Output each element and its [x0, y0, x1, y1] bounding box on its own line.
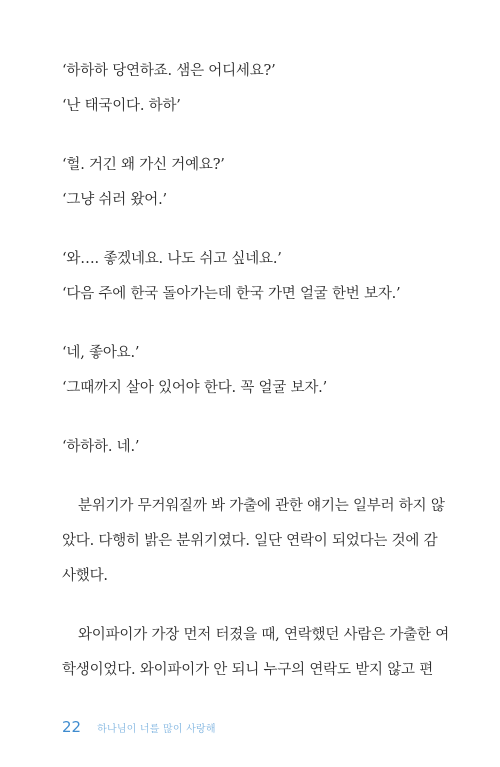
page-footer	[62, 718, 216, 736]
dialogue-line: ‘그때까지 살아 있어야 한다. 꼭 얼굴 보자.’	[62, 380, 328, 396]
running-title: 하나님이 너를 많이 사랑해	[97, 724, 216, 735]
dialogue-line: ‘난 태국이다. 하하’	[62, 98, 181, 114]
paragraph-line: 학생이었다. 와이파이가 안 되니 누구의 연락도 받지 않고 편	[62, 662, 434, 678]
dialogue-line: ‘하하하. 네.’	[62, 439, 140, 455]
dialogue-line: ‘그냥 쉬러 왔어.’	[62, 192, 167, 208]
paragraph-line: 분위기가 무거워질까 봐 가출에 관한 얘기는 일부러 하지 않	[78, 498, 445, 514]
page-number: 22	[62, 718, 82, 736]
paragraph-line: 와이파이가 가장 먼저 터졌을 때, 연락했던 사람은 가출한 여	[78, 627, 450, 643]
dialogue-line: ‘헐. 거긴 왜 가신 거예요?’	[62, 157, 225, 173]
dialogue-line: ‘네, 좋아요.’	[62, 345, 140, 361]
dialogue-line: ‘다음 주에 한국 돌아가는데 한국 가면 얼굴 한번 보자.’	[62, 286, 401, 302]
dialogue-line: ‘와…. 좋겠네요. 나도 쉬고 싶네요.’	[62, 251, 282, 267]
paragraph-line: 사했다.	[62, 568, 108, 584]
paragraph-line: 았다. 다행히 밝은 분위기였다. 일단 연락이 되었다는 것에 감	[62, 533, 438, 549]
dialogue-line: ‘하하하 당연하죠. 샘은 어디세요?’	[62, 63, 276, 79]
